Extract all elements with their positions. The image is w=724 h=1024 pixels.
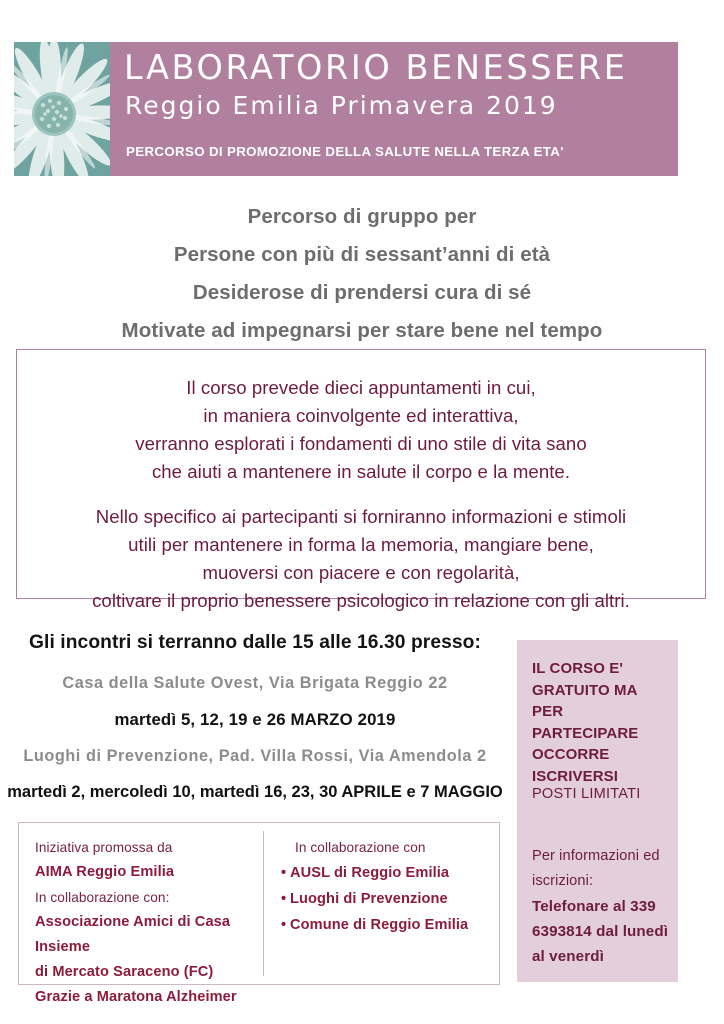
partner-item-label: Luoghi di Prevenzione <box>290 891 448 907</box>
header-banner <box>14 42 678 176</box>
intro-line-4: Motivate ad impegnarsi per stare bene nel tempo <box>121 319 603 342</box>
description-p1-line-1: Il corso prevede dieci appuntamenti in cui, <box>186 377 536 398</box>
intro-block <box>0 198 724 350</box>
intro-line-1: Percorso di gruppo per <box>247 205 477 228</box>
schedule-venue-2: Luoghi di Prevenzione, Pad. Villa Rossi, Via Amendola 2 <box>23 747 487 765</box>
collaboration-label-right: In collaborazione con <box>295 840 426 855</box>
bullet-icon: • <box>281 865 287 881</box>
intro-line-2: Persone con più di sessant’anni di età <box>173 243 551 266</box>
schedule-dates-2: martedì 2, mercoledì 10, martedì 16, 23, 30 APRILE e 7 MAGGIO <box>7 783 503 801</box>
bullet-icon: • <box>281 917 287 933</box>
promoter-label: Iniziativa promossa da <box>35 840 173 855</box>
description-p2-line-4: coltivare il proprio benessere psicologico in relazione con gli altri. <box>92 590 630 611</box>
thanks-note: Grazie a Maratona Alzheimer <box>35 989 237 1005</box>
partner-list-item <box>281 860 491 886</box>
partners-divider <box>263 831 264 976</box>
schedule-venue-1: Casa della Salute Ovest, Via Brigata Reggio 22 <box>62 674 448 692</box>
intro-line-3: Desiderose di prendersi cura di sé <box>192 281 532 304</box>
notice-contact-phone: Telefonare al 339 6393814 dal lunedì al venerdì <box>532 898 669 965</box>
collaborator-name-line-1: Associazione Amici di Casa Insieme <box>35 914 231 955</box>
description-p1-line-2: in maniera coinvolgente ed interattiva, <box>203 405 519 426</box>
page-title: LABORATORIO BENESSERE <box>124 48 628 87</box>
description-p2-line-1: Nello specifico ai partecipanti si forniranno informazioni e stimoli <box>95 506 627 527</box>
daisy-flower-icon <box>14 42 110 176</box>
notice-info-label: Per informazioni ed iscrizioni: <box>532 848 660 889</box>
partner-list-item <box>281 912 491 938</box>
header-title-band <box>110 42 678 176</box>
notice-limited-seats: POSTI LIMITATI <box>532 786 641 802</box>
description-box <box>16 349 706 611</box>
description-paragraph-2 <box>17 503 705 615</box>
bullet-icon: • <box>281 891 287 907</box>
collaborator-name-line-2: di Mercato Saraceno (FC) <box>35 964 214 980</box>
description-p1-line-3: verranno esplorati i fondamenti di uno stile di vita sano <box>135 433 587 454</box>
partner-item-label: Comune di Reggio Emilia <box>290 917 469 933</box>
description-p2-line-3: muoversi con piacere e con regolarità, <box>202 562 520 583</box>
notice-panel <box>517 640 678 982</box>
notice-heading: IL CORSO E' GRATUITO MA PER PARTECIPARE OCCORRE ISCRIVERSI <box>532 660 639 785</box>
partners-right-column <box>281 835 491 938</box>
page-subtitle: Reggio Emilia Primavera 2019 <box>125 91 558 120</box>
schedule-heading: Gli incontri si terranno dalle 15 alle 16.30 presso: <box>28 632 481 653</box>
collaboration-label-left: In collaborazione con: <box>35 890 170 905</box>
schedule-block <box>0 632 510 819</box>
description-p1-line-4: che aiuti a mantenere in salute il corpo e la mente. <box>151 461 571 482</box>
promoter-name: AIMA Reggio Emilia <box>35 864 175 880</box>
partners-left-column <box>35 835 260 1010</box>
partner-list-item <box>281 886 491 912</box>
partners-box <box>18 822 500 1005</box>
page-tagline: PERCORSO DI PROMOZIONE DELLA SALUTE NELLA TERZA ETA' <box>126 144 564 159</box>
description-paragraph-1 <box>17 374 705 486</box>
partner-item-label: AUSL di Reggio Emilia <box>290 865 450 881</box>
schedule-dates-1: martedì 5, 12, 19 e 26 MARZO 2019 <box>114 710 396 729</box>
description-p2-line-2: utili per mantenere in forma la memoria, mangiare bene, <box>128 534 594 555</box>
